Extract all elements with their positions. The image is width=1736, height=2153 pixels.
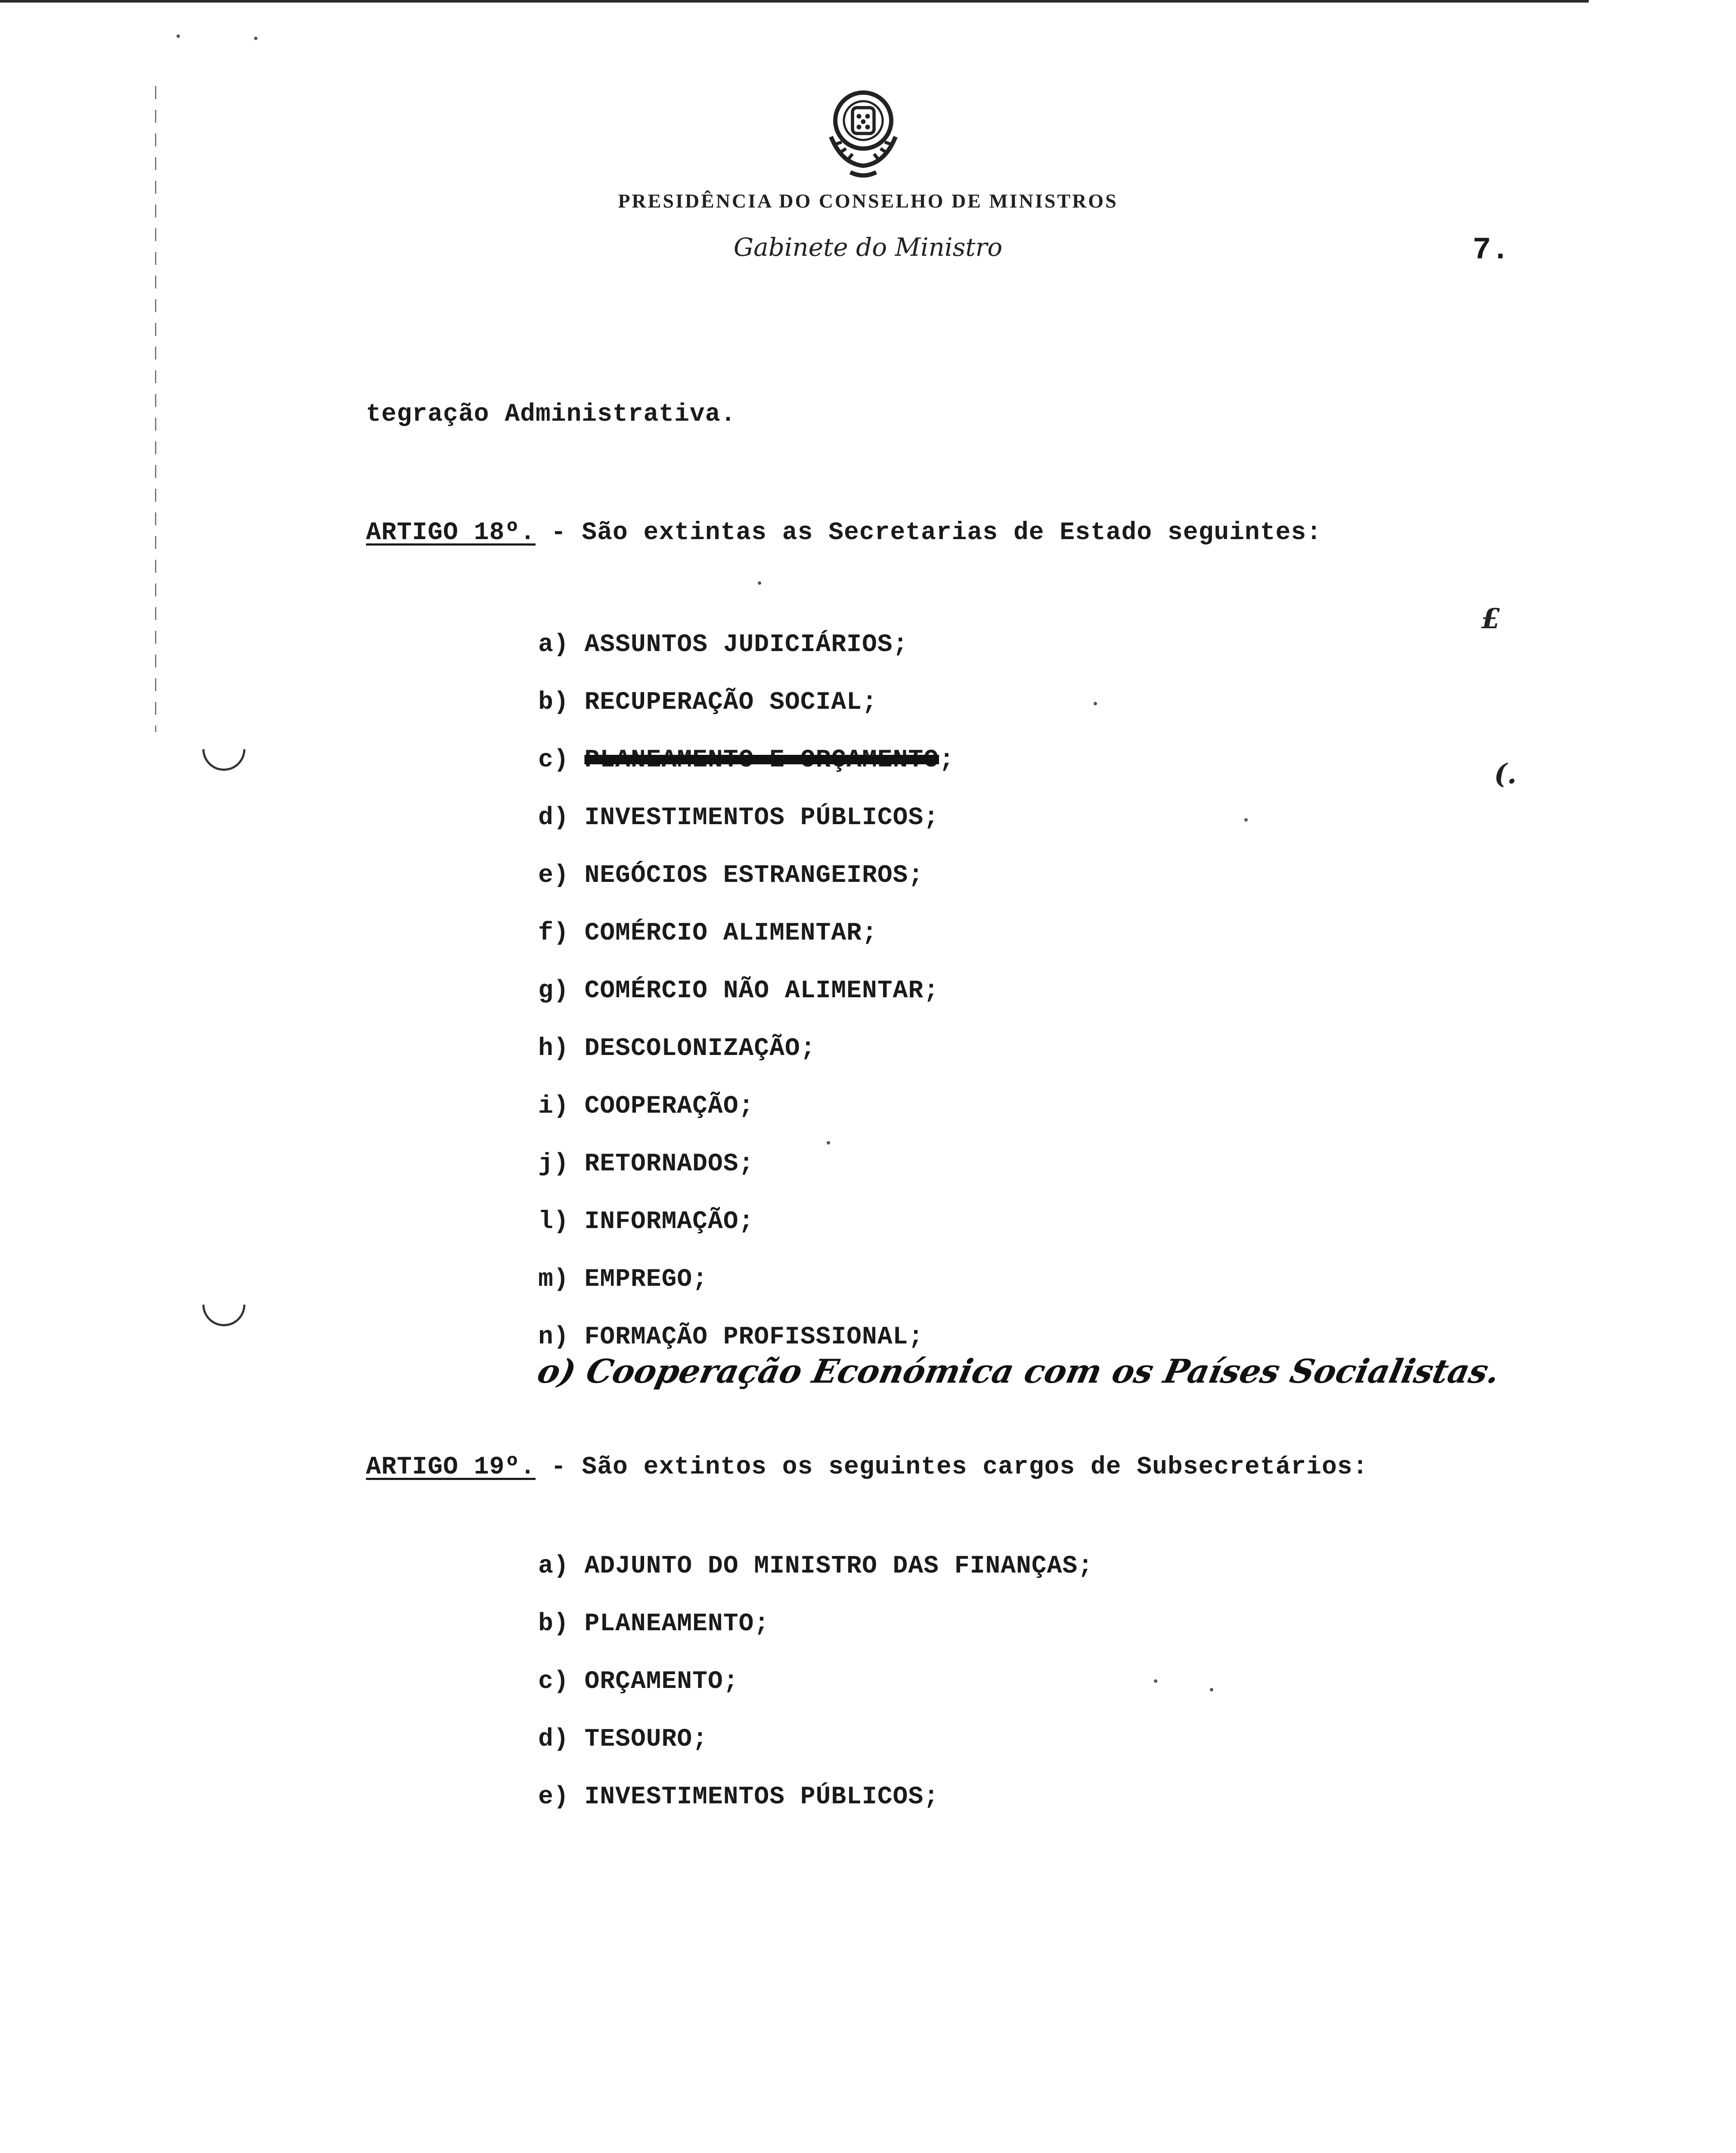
speck [1210, 1688, 1213, 1691]
coat-of-arms-emblem [809, 78, 917, 185]
list-item-letter: f) [538, 919, 569, 947]
list-item-text: ADJUNTO DO MINISTRO DAS FINANÇAS; [584, 1552, 1094, 1580]
list-item [538, 862, 924, 890]
list-item-text: ORÇAMENTO; [584, 1668, 739, 1696]
page-number: 7. [1472, 233, 1510, 268]
top-edge-rule [0, 0, 1589, 3]
handwritten-added-item: o) Cooperação Económica com os Países Socialistas. [534, 1352, 1504, 1390]
list-item [538, 1783, 939, 1811]
list-item [538, 1725, 708, 1753]
list-item-text: INFORMAÇÃO; [584, 1208, 754, 1236]
list-item-text: PLANEAMENTO; [584, 1610, 770, 1638]
list-item-text: DESCOLONIZAÇÃO; [584, 1035, 816, 1063]
punch-hole-lower [193, 1274, 254, 1335]
article-18-heading: ARTIGO 18º. [366, 519, 536, 547]
punch-hole-upper [193, 719, 254, 779]
list-item-suffix: ; [939, 746, 955, 774]
speck [758, 581, 761, 585]
list-item [538, 804, 939, 832]
list-item-letter: d) [538, 804, 569, 832]
list-item [538, 919, 877, 947]
list-item-letter: a) [538, 631, 569, 659]
list-item-text: EMPREGO; [584, 1266, 708, 1294]
list-item [538, 631, 908, 659]
list-item-text: INVESTIMENTOS PÚBLICOS; [584, 1783, 939, 1811]
list-item [538, 1610, 769, 1638]
list-item-text: COMÉRCIO NÃO ALIMENTAR; [584, 977, 939, 1005]
continuation-text: tegração Administrativa. [366, 400, 736, 428]
list-item-letter: n) [538, 1323, 569, 1351]
list-item-text: INVESTIMENTOS PÚBLICOS; [584, 804, 939, 832]
list-item-text: NEGÓCIOS ESTRANGEIROS; [584, 862, 924, 890]
list-item [538, 1668, 739, 1696]
list-item-letter: c) [538, 746, 569, 774]
list-item [538, 1208, 754, 1236]
list-item-text: COOPERAÇÃO; [584, 1092, 754, 1120]
list-item [538, 746, 955, 774]
list-item-letter: c) [538, 1668, 569, 1696]
list-item-letter: e) [538, 862, 569, 890]
speck [1094, 702, 1097, 705]
speck [254, 37, 257, 40]
article-19-intro: - São extintos os seguintes cargos de Subsecretários: [535, 1453, 1368, 1481]
list-item-text: ASSUNTOS JUDICIÁRIOS; [584, 631, 908, 659]
list-item-letter: g) [538, 977, 569, 1005]
list-item-letter: b) [538, 689, 569, 717]
list-item-letter: e) [538, 1783, 569, 1811]
margin-mark-lower: (. [1494, 758, 1517, 790]
list-item-text: COMÉRCIO ALIMENTAR; [584, 919, 877, 947]
speck [1244, 818, 1248, 822]
speck [827, 1141, 830, 1145]
list-item [538, 977, 939, 1005]
office-subheading: Gabinete do Ministro [733, 233, 1003, 262]
list-item [538, 1150, 754, 1178]
list-item [538, 1035, 816, 1063]
list-item-letter: j) [538, 1150, 569, 1178]
speck [177, 34, 180, 38]
list-item-text: FORMAÇÃO PROFISSIONAL; [584, 1323, 924, 1351]
list-item-text: RETORNADOS; [584, 1150, 754, 1178]
article-18-intro: - São extintas as Secretarias de Estado seguintes: [535, 519, 1322, 547]
list-item [538, 1092, 754, 1120]
list-item-letter: m) [538, 1266, 569, 1294]
list-item [538, 1323, 924, 1351]
list-item [538, 689, 877, 717]
speck [1154, 1679, 1157, 1683]
list-item-letter: l) [538, 1208, 569, 1236]
article-18-line [366, 519, 1322, 547]
list-item-letter: i) [538, 1092, 569, 1120]
list-item [538, 1266, 708, 1294]
list-item-text: TESOURO; [584, 1725, 708, 1753]
margin-mark-upper: £ [1481, 603, 1500, 635]
list-item-letter: d) [538, 1725, 569, 1753]
list-item-letter: h) [538, 1035, 569, 1063]
list-item-text: RECUPERAÇÃO SOCIAL; [584, 689, 877, 717]
list-item-letter: a) [538, 1552, 569, 1580]
list-item-letter: b) [538, 1610, 569, 1638]
article-19-line [366, 1453, 1368, 1481]
article-19-heading: ARTIGO 19º. [366, 1453, 536, 1481]
list-item-text-struck: PLANEAMENTO E ORÇAMENTO [584, 746, 939, 774]
institution-heading: PRESIDÊNCIA DO CONSELHO DE MINISTROS [618, 190, 1118, 212]
left-margin-rule [155, 86, 156, 732]
list-item [538, 1552, 1093, 1580]
